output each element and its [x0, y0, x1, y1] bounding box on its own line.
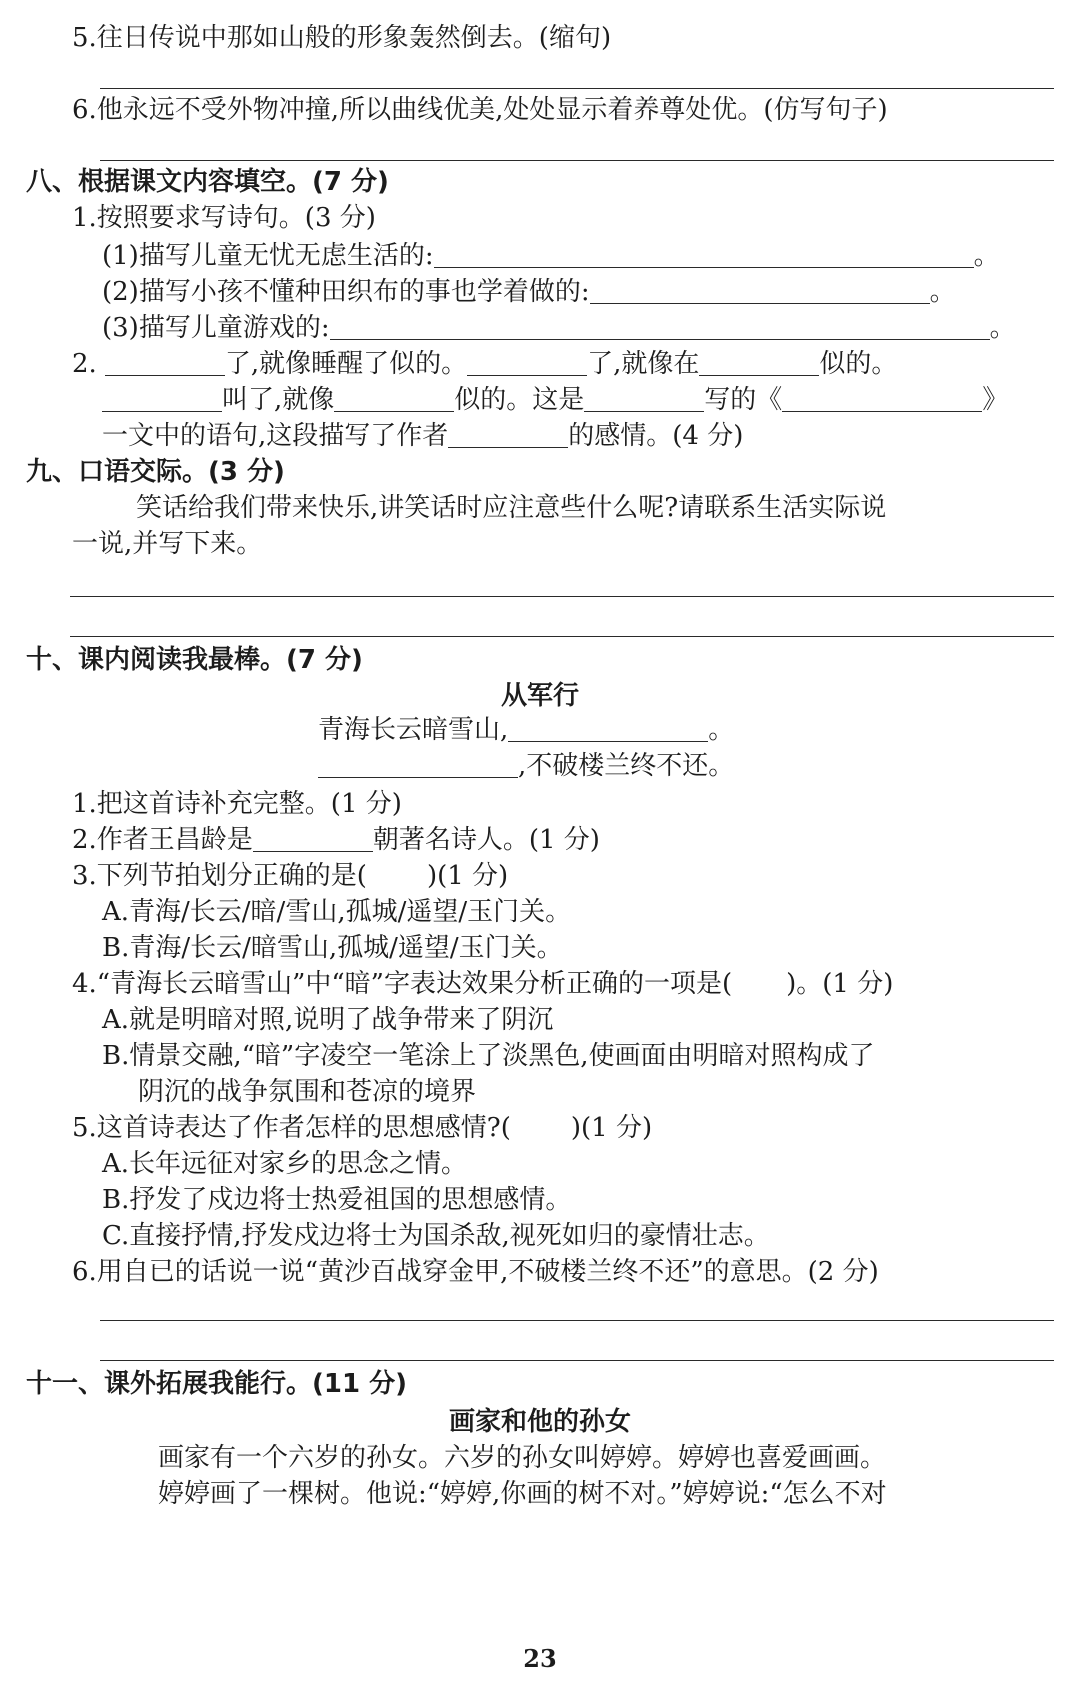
blank[interactable] [584, 385, 704, 412]
blank[interactable] [102, 385, 222, 412]
section-11-title: 十一、课外拓展我能行。(11 分) [26, 1369, 407, 1399]
q10-item4-score: )。(1 分) [786, 969, 894, 999]
story-title: 画家和他的孙女 [448, 1407, 631, 1437]
answer-line[interactable] [100, 160, 1054, 161]
blank[interactable] [434, 241, 974, 268]
blank[interactable] [782, 385, 982, 412]
blank[interactable] [467, 349, 587, 376]
q8-p1 [102, 238, 1054, 274]
q10-item5-text: 5.这首诗表达了作者怎样的思想感情?( [72, 1113, 511, 1143]
q10-item5-option-b: B.抒发了戍边将士热爱祖国的思想感情。 [102, 1185, 572, 1215]
q8-sub2-line3 [102, 418, 1054, 454]
q9-line2: 一说,并写下来。 [72, 529, 263, 559]
blank[interactable] [253, 825, 373, 852]
q8-s2-i: 的感情。(4 分) [568, 421, 744, 451]
q10-item3-option-a: A.青海/长云/暗/雪山,孤城/遥望/玉门关。 [102, 897, 572, 927]
q8-s2-num: 2. [72, 349, 97, 379]
poem-line-1-text: 青海长云暗雪山, [318, 715, 509, 745]
q10-item3-score: )(1 分) [426, 861, 509, 891]
blank[interactable] [105, 349, 225, 376]
q10-item5-option-c: C.直接抒情,抒发戍边将士为国杀敌,视死如归的豪情壮志。 [102, 1221, 770, 1251]
q10-item3-option-b: B.青海/长云/暗雪山,孤城/遥望/玉门关。 [102, 933, 563, 963]
answer-line[interactable] [70, 636, 1054, 637]
poem-title: 从军行 [500, 681, 579, 711]
story-line-2: 婷婷画了一棵树。他说:“婷婷,你画的树不对。”婷婷说:“怎么不对 [158, 1479, 887, 1509]
blank[interactable] [699, 349, 819, 376]
q8-sub1: 1.按照要求写诗句。(3 分) [72, 203, 376, 233]
q8-p1-text: (1)描写儿童无忧无虑生活的: [102, 241, 434, 271]
answer-line[interactable] [100, 1360, 1054, 1361]
q8-s2-d: 叫了,就像 [222, 385, 335, 415]
q8-s2-c: 似的。 [819, 349, 898, 379]
q10-item2-a: 2.作者王昌龄是 [72, 825, 253, 855]
q10-item1: 1.把这首诗补充完整。(1 分) [72, 789, 402, 819]
page-number: 23 [523, 1644, 557, 1673]
q9-line1 [72, 490, 1054, 526]
section-9-title: 九、口语交际。(3 分) [26, 457, 285, 487]
q10-item5 [72, 1110, 1054, 1146]
q10-item6: 6.用自已的话说一说“黄沙百战穿金甲,不破楼兰终不还”的意思。(2 分) [72, 1257, 879, 1287]
blank[interactable] [590, 277, 930, 304]
q8-s2-f: 写的《 [704, 385, 783, 415]
q9-line1-text: 笑话给我们带来快乐,讲笑话时应注意些什么呢?请联系生活实际说 [136, 493, 887, 523]
blank[interactable] [330, 313, 990, 340]
blank[interactable] [318, 751, 518, 778]
section-8-title: 八、根据课文内容填空。(7 分) [26, 167, 389, 197]
story-line-1: 画家有一个六岁的孙女。六岁的孙女叫婷婷。婷婷也喜爱画画。 [158, 1443, 887, 1473]
period: 。 [929, 277, 956, 307]
q8-p2-text: (2)描写小孩不懂种田织布的事也学着做的: [102, 277, 590, 307]
period: 。 [708, 715, 735, 745]
answer-line[interactable] [100, 88, 1054, 89]
answer-line[interactable] [100, 1320, 1054, 1321]
q10-item3-text: 3.下列节拍划分正确的是( [72, 861, 367, 891]
q8-s2-h: 一文中的语句,这段描写了作者 [102, 421, 449, 451]
q10-item4-option-a: A.就是明暗对照,说明了战争带来了阴沉 [102, 1005, 554, 1035]
blank[interactable] [448, 421, 568, 448]
q7-item6: 6.他永远不受外物冲撞,所以曲线优美,处处显示着养尊处优。(仿写句子) [72, 95, 888, 125]
q8-sub2-line2 [102, 382, 1054, 418]
q10-item4-option-b-cont: 阴沉的战争氛围和苍凉的境界 [138, 1077, 477, 1107]
q8-p3 [102, 310, 1054, 346]
q10-item4-option-b: B.情景交融,“暗”字凌空一笔涂上了淡黑色,使画面由明暗对照构成了 [102, 1041, 875, 1071]
period: 。 [973, 241, 1000, 271]
poem-line-1 [318, 712, 1054, 748]
q8-s2-g: 》 [982, 385, 1009, 415]
poem-line-2 [318, 748, 1054, 784]
q10-item3 [72, 858, 1054, 894]
answer-line[interactable] [70, 596, 1054, 597]
q10-item5-option-a: A.长年远征对家乡的思念之情。 [102, 1149, 468, 1179]
poem-line-2-text: ,不破楼兰终不还。 [518, 751, 735, 781]
q8-p2 [102, 274, 1054, 310]
blank[interactable] [508, 715, 708, 742]
period: 。 [989, 313, 1016, 343]
section-10-title: 十、课内阅读我最棒。(7 分) [26, 645, 363, 675]
q10-item4-text: 4.“青海长云暗雪山”中“暗”字表达效果分析正确的一项是( [72, 969, 733, 999]
q8-s2-b: 了,就像在 [587, 349, 700, 379]
q8-s2-a: 了,就像睡醒了似的。 [224, 349, 468, 379]
q10-item2-b: 朝著名诗人。(1 分) [372, 825, 600, 855]
q7-item5: 5.往日传说中那如山般的形象轰然倒去。(缩句) [72, 23, 612, 53]
q10-item5-score: )(1 分) [570, 1113, 653, 1143]
q8-sub2-line1 [72, 346, 1054, 382]
q8-p3-text: (3)描写儿童游戏的: [102, 313, 330, 343]
q10-item2 [72, 822, 1054, 858]
blank[interactable] [334, 385, 454, 412]
q10-item4 [72, 966, 1054, 1002]
q8-s2-e: 似的。这是 [454, 385, 585, 415]
